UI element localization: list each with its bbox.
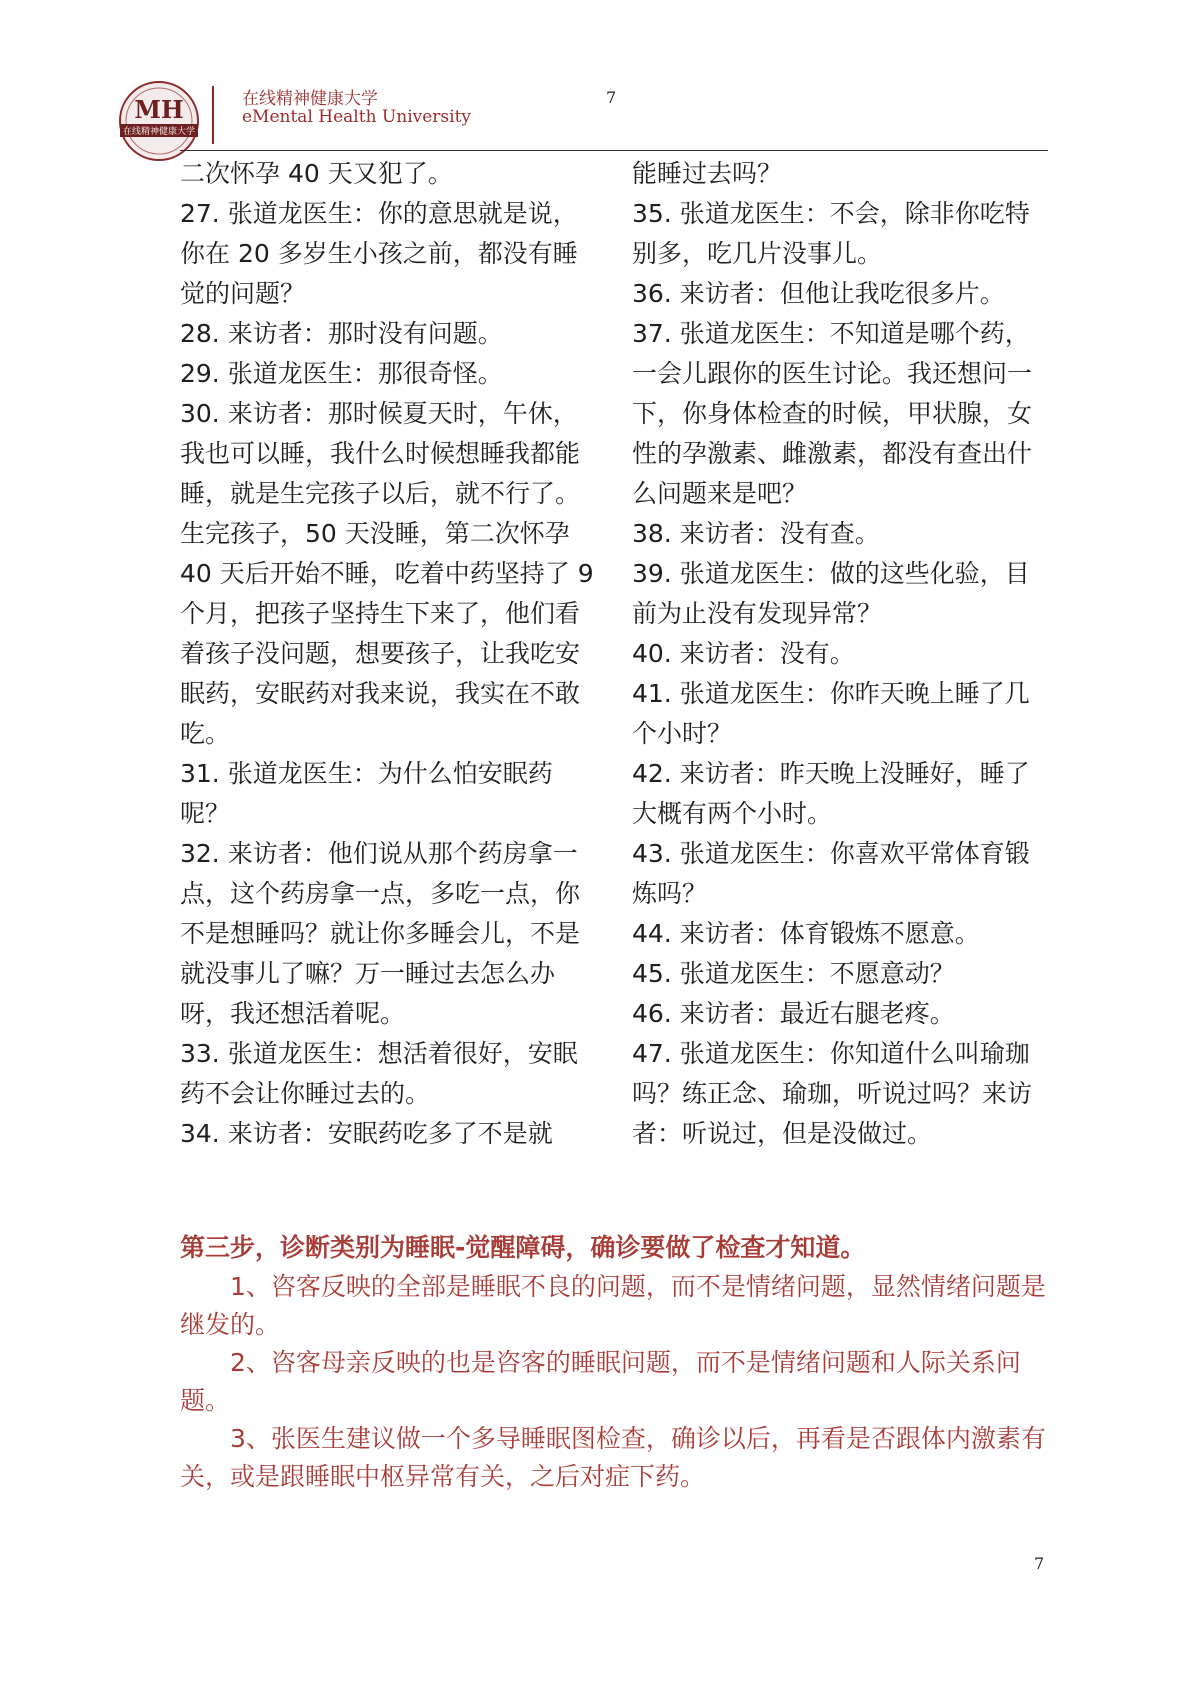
dialogue-line: 31. 张道龙医生：为什么怕安眠药呢？ bbox=[180, 759, 553, 828]
dialogue-line: 41. 张道龙医生：你昨天晚上睡了几个小时？ bbox=[632, 679, 1030, 748]
dialogue-line: 34. 来访者：安眠药吃多了不是就 bbox=[180, 1119, 553, 1148]
dialogue-line: 44. 来访者：体育锻炼不愿意。 bbox=[632, 919, 980, 948]
page-header bbox=[0, 0, 1190, 160]
dialogue-line: 29. 张道龙医生：那很奇怪。 bbox=[180, 359, 503, 388]
page-number-bottom: 7 bbox=[1034, 1554, 1045, 1573]
dialogue-line: 37. 张道龙医生：不知道是哪个药，一会儿跟你的医生讨论。我还想问一下，你身体检查的时候，甲状腺，女性的孕激素、雌激素，都没有查出什么问题来是吧？ bbox=[632, 319, 1033, 508]
dialogue-line: 39. 张道龙医生：做的这些化验，目前为止没有发现异常？ bbox=[632, 559, 1030, 628]
dialogue-line: 30. 来访者：那时候夏天时，午休，我也可以睡，我什么时候想睡我都能睡，就是生完孩子以后，就不行了。生完孩子，50 天没睡，第二次怀孕 40 天后开始不睡，吃着中药坚持了 9 个月，把孩子坚持生下来了，他们看着孩子没问题，想要孩子，让我吃安眠药，安眠药对我来说，我实在不敢吃。 bbox=[180, 399, 594, 748]
svg-text:MH: MH bbox=[134, 95, 184, 124]
dialogue-line: 32. 来访者：他们说从那个药房拿一点，这个药房拿一点，多吃一点，你不是想睡吗？就让你多睡会儿，不是就没事儿了嘛？万一睡过去怎么办呀，我还想活着呢。 bbox=[180, 839, 581, 1028]
dialogue-line: 46. 来访者：最近右腿老疼。 bbox=[632, 999, 955, 1028]
header-divider bbox=[212, 86, 214, 144]
page-number-top: 7 bbox=[606, 88, 617, 107]
section-item: 3、张医生建议做一个多导睡眠图检查，确诊以后，再看是否跟体内激素有关，或是跟睡眠中枢异常有关，之后对症下药。 bbox=[180, 1424, 1046, 1491]
section-item: 1、咨客反映的全部是睡眠不良的问题，而不是情绪问题，显然情绪问题是继发的。 bbox=[180, 1272, 1046, 1339]
dialogue-line: 36. 来访者：但他让我吃很多片。 bbox=[632, 279, 1005, 308]
dialogue-line: 27. 张道龙医生：你的意思就是说，你在 20 多岁生小孩之前，都没有睡觉的问题？ bbox=[180, 199, 578, 308]
dialogue-line: 42. 来访者：昨天晚上没睡好，睡了大概有两个小时。 bbox=[632, 759, 1030, 828]
svg-text:在线精神健康大学: 在线精神健康大学 bbox=[122, 127, 196, 137]
org-name-en: eMental Health University bbox=[242, 107, 472, 127]
dialogue-line: 能睡过去吗？ bbox=[632, 159, 783, 188]
dialogue-line: 43. 张道龙医生：你喜欢平常体育锻炼吗？ bbox=[632, 839, 1030, 908]
dialogue-line: 33. 张道龙医生：想活着很好，安眠药不会让你睡过去的。 bbox=[180, 1039, 578, 1108]
section-title: 第三步，诊断类别为睡眠-觉醒障碍，确诊要做了检查才知道。 bbox=[180, 1233, 866, 1262]
dialogue-line: 47. 张道龙医生：你知道什么叫瑜珈吗？练正念、瑜珈，听说过吗？来访者：听说过，但是没做过。 bbox=[632, 1039, 1033, 1148]
dialogue-line: 38. 来访者：没有查。 bbox=[632, 519, 880, 548]
header-rule bbox=[180, 150, 1048, 151]
dialogue-line: 28. 来访者：那时没有问题。 bbox=[180, 319, 503, 348]
dialogue-line: 40. 来访者：没有。 bbox=[632, 639, 855, 668]
org-name-cn: 在线精神健康大学 bbox=[242, 89, 378, 109]
dialogue-left-column bbox=[180, 154, 600, 1154]
dialogue-line: 35. 张道龙医生：不会，除非你吃特别多，吃几片没事儿。 bbox=[632, 199, 1030, 268]
dialogue-line: 45. 张道龙医生：不愿意动？ bbox=[632, 959, 955, 988]
dialogue-line: 二次怀孕 40 天又犯了。 bbox=[180, 159, 453, 188]
dialogue-right-column bbox=[632, 154, 1052, 1154]
section-item: 2、咨客母亲反映的也是咨客的睡眠问题，而不是情绪问题和人际关系问题。 bbox=[180, 1348, 1021, 1415]
diagnosis-section bbox=[180, 1228, 1048, 1496]
